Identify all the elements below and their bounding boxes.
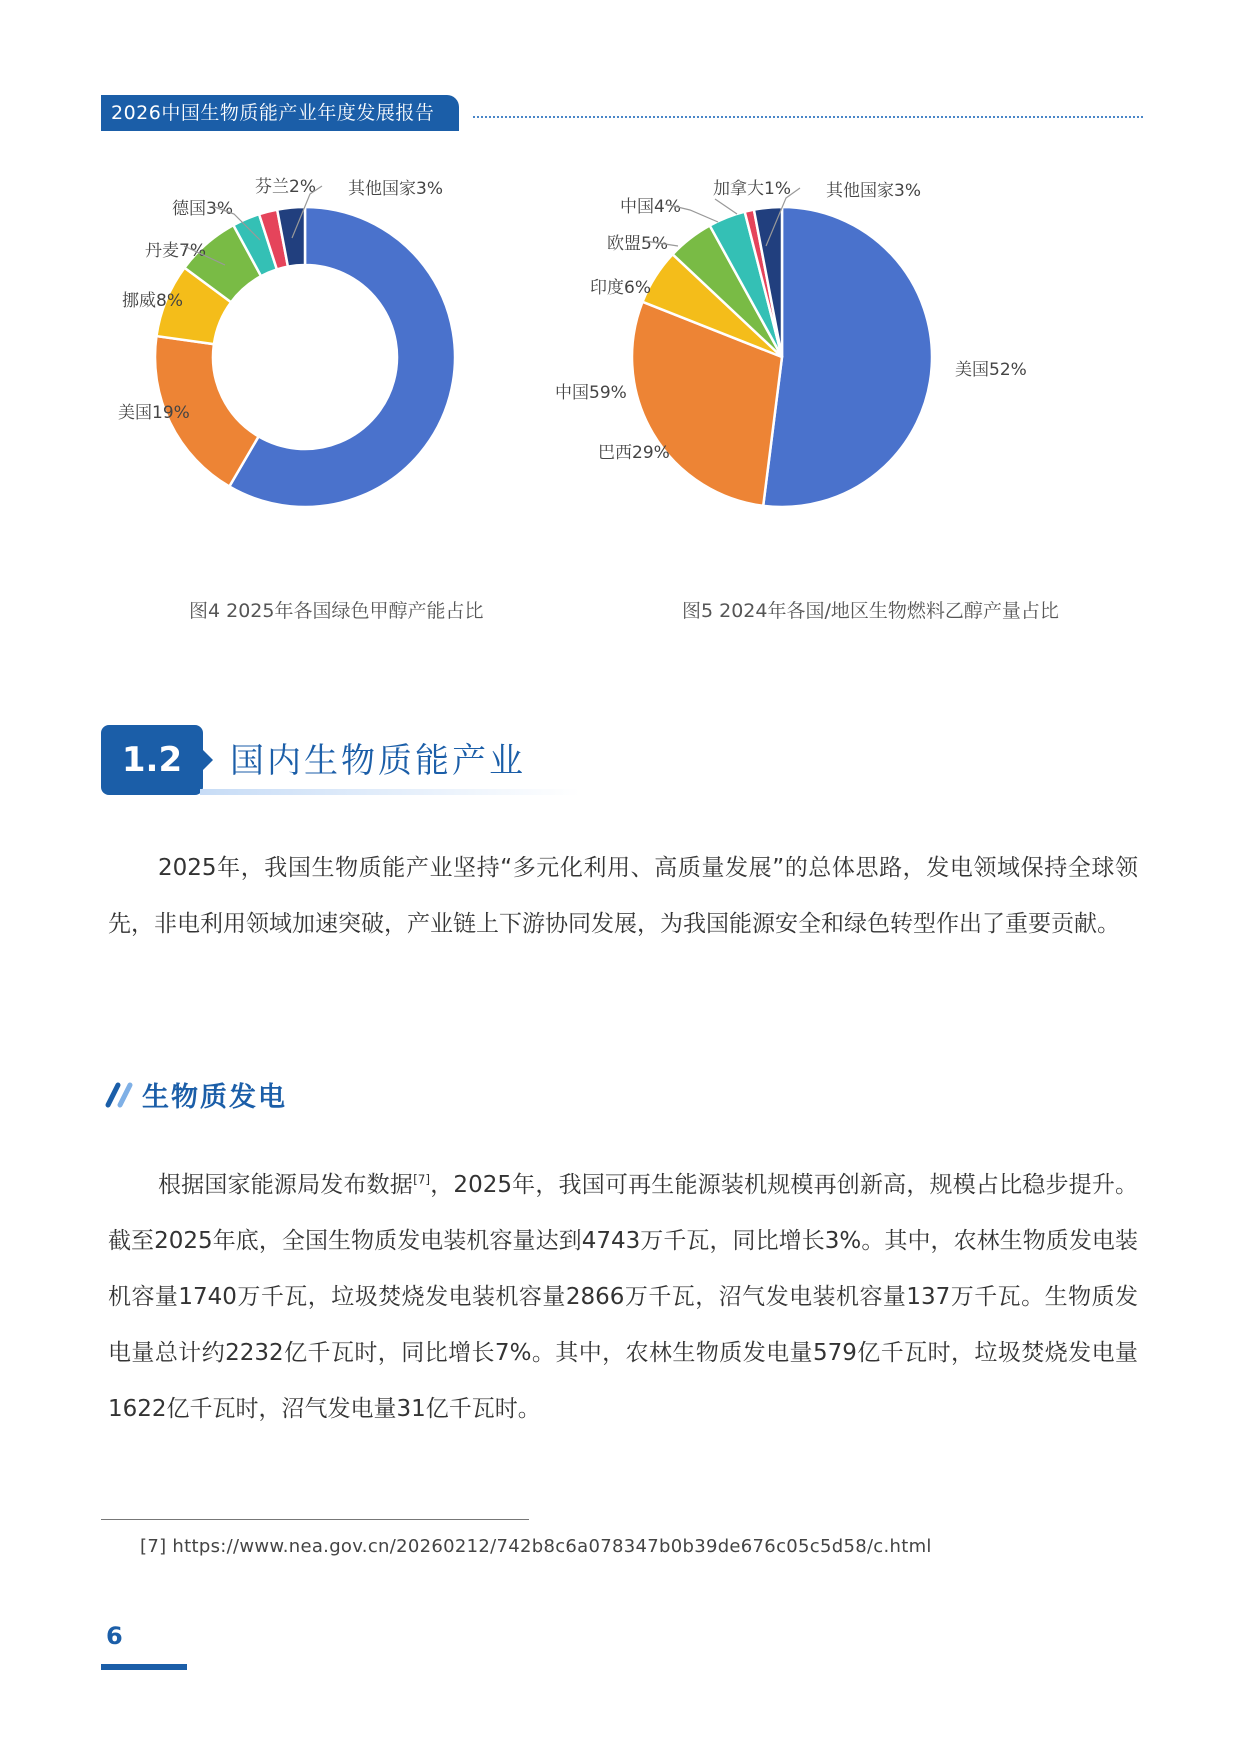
slice-label-印度: 印度6% [590,278,651,298]
slice-label-美国: 美国52% [955,360,1027,380]
body-text-start: 根据国家能源局发布数据 [158,1172,414,1198]
slice-label-德国: 德国3% [172,199,233,219]
body-paragraph [108,1157,1138,1437]
slice-label-美国: 美国19% [118,403,190,423]
slice-label-其他国家: 其他国家3% [826,181,921,201]
figure-4-caption: 图4 2025年各国绿色甲醇产能占比 [189,600,484,622]
footnote-divider [101,1519,529,1520]
slice-label-中国: 中国4% [620,197,681,217]
slice-label-挪威: 挪威8% [122,291,183,311]
footnote-ref[interactable]: [7] [413,1172,431,1187]
report-title: 2026中国生物质能产业年度发展报告 [101,95,459,131]
intro-paragraph: 2025年，我国生物质能产业坚持“多元化利用、高质量发展”的总体思路，发电领域保持全球领先，非电利用领域加速突破，产业链上下游协同发展，为我国能源安全和绿色转型作出了重要贡献。 [108,855,1138,937]
slice-label-丹麦: 丹麦7% [145,241,206,261]
body-text-rest: ，2025年，我国可再生能源装机规模再创新高，规模占比稳步提升。截至2025年底，全国生物质发电装机容量达到4743万千瓦，同比增长3%。其中，农林生物质发电装机容量1740万千瓦，垃圾焚烧发电装机容量2866万千瓦，沼气发电装机容量137万千瓦。生物质发电量总计约2232亿千瓦时，同比增长7%。其中，农林生物质发电量579亿千瓦时，垃圾焚烧发电量1622亿千瓦时，沼气发电量31亿千瓦时。 [108,1172,1138,1422]
leader-line-加拿大 [715,199,737,214]
page-number-bar [101,1664,187,1670]
subsection-title: 生物质发电 [142,1082,287,1113]
section-underline [200,789,580,795]
header-dotted-rule [473,116,1143,118]
section-title: 国内生物质能产业 [230,741,526,781]
double-slash-icon [104,1082,138,1108]
figure-5-caption: 图5 2024年各国/地区生物燃料乙醇产量占比 [682,600,1059,622]
slice-label-其他国家: 其他国家3% [348,179,443,199]
section-arrow-icon [200,747,213,773]
page-number: 6 [106,1622,123,1650]
pie-slice-美国 [763,207,932,507]
section-number-badge: 1.2 [101,725,203,795]
slice-label-中国: 中国59% [555,383,627,403]
slice-label-巴西: 巴西29% [598,443,670,463]
footnote-text: [7] https://www.nea.gov.cn/20260212/742b8c6a078347b0b39de676c05c5d58/c.html [140,1536,932,1557]
slice-label-芬兰: 芬兰2% [255,177,316,197]
slice-label-欧盟: 欧盟5% [607,234,668,254]
slice-label-加拿大: 加拿大1% [713,179,791,199]
